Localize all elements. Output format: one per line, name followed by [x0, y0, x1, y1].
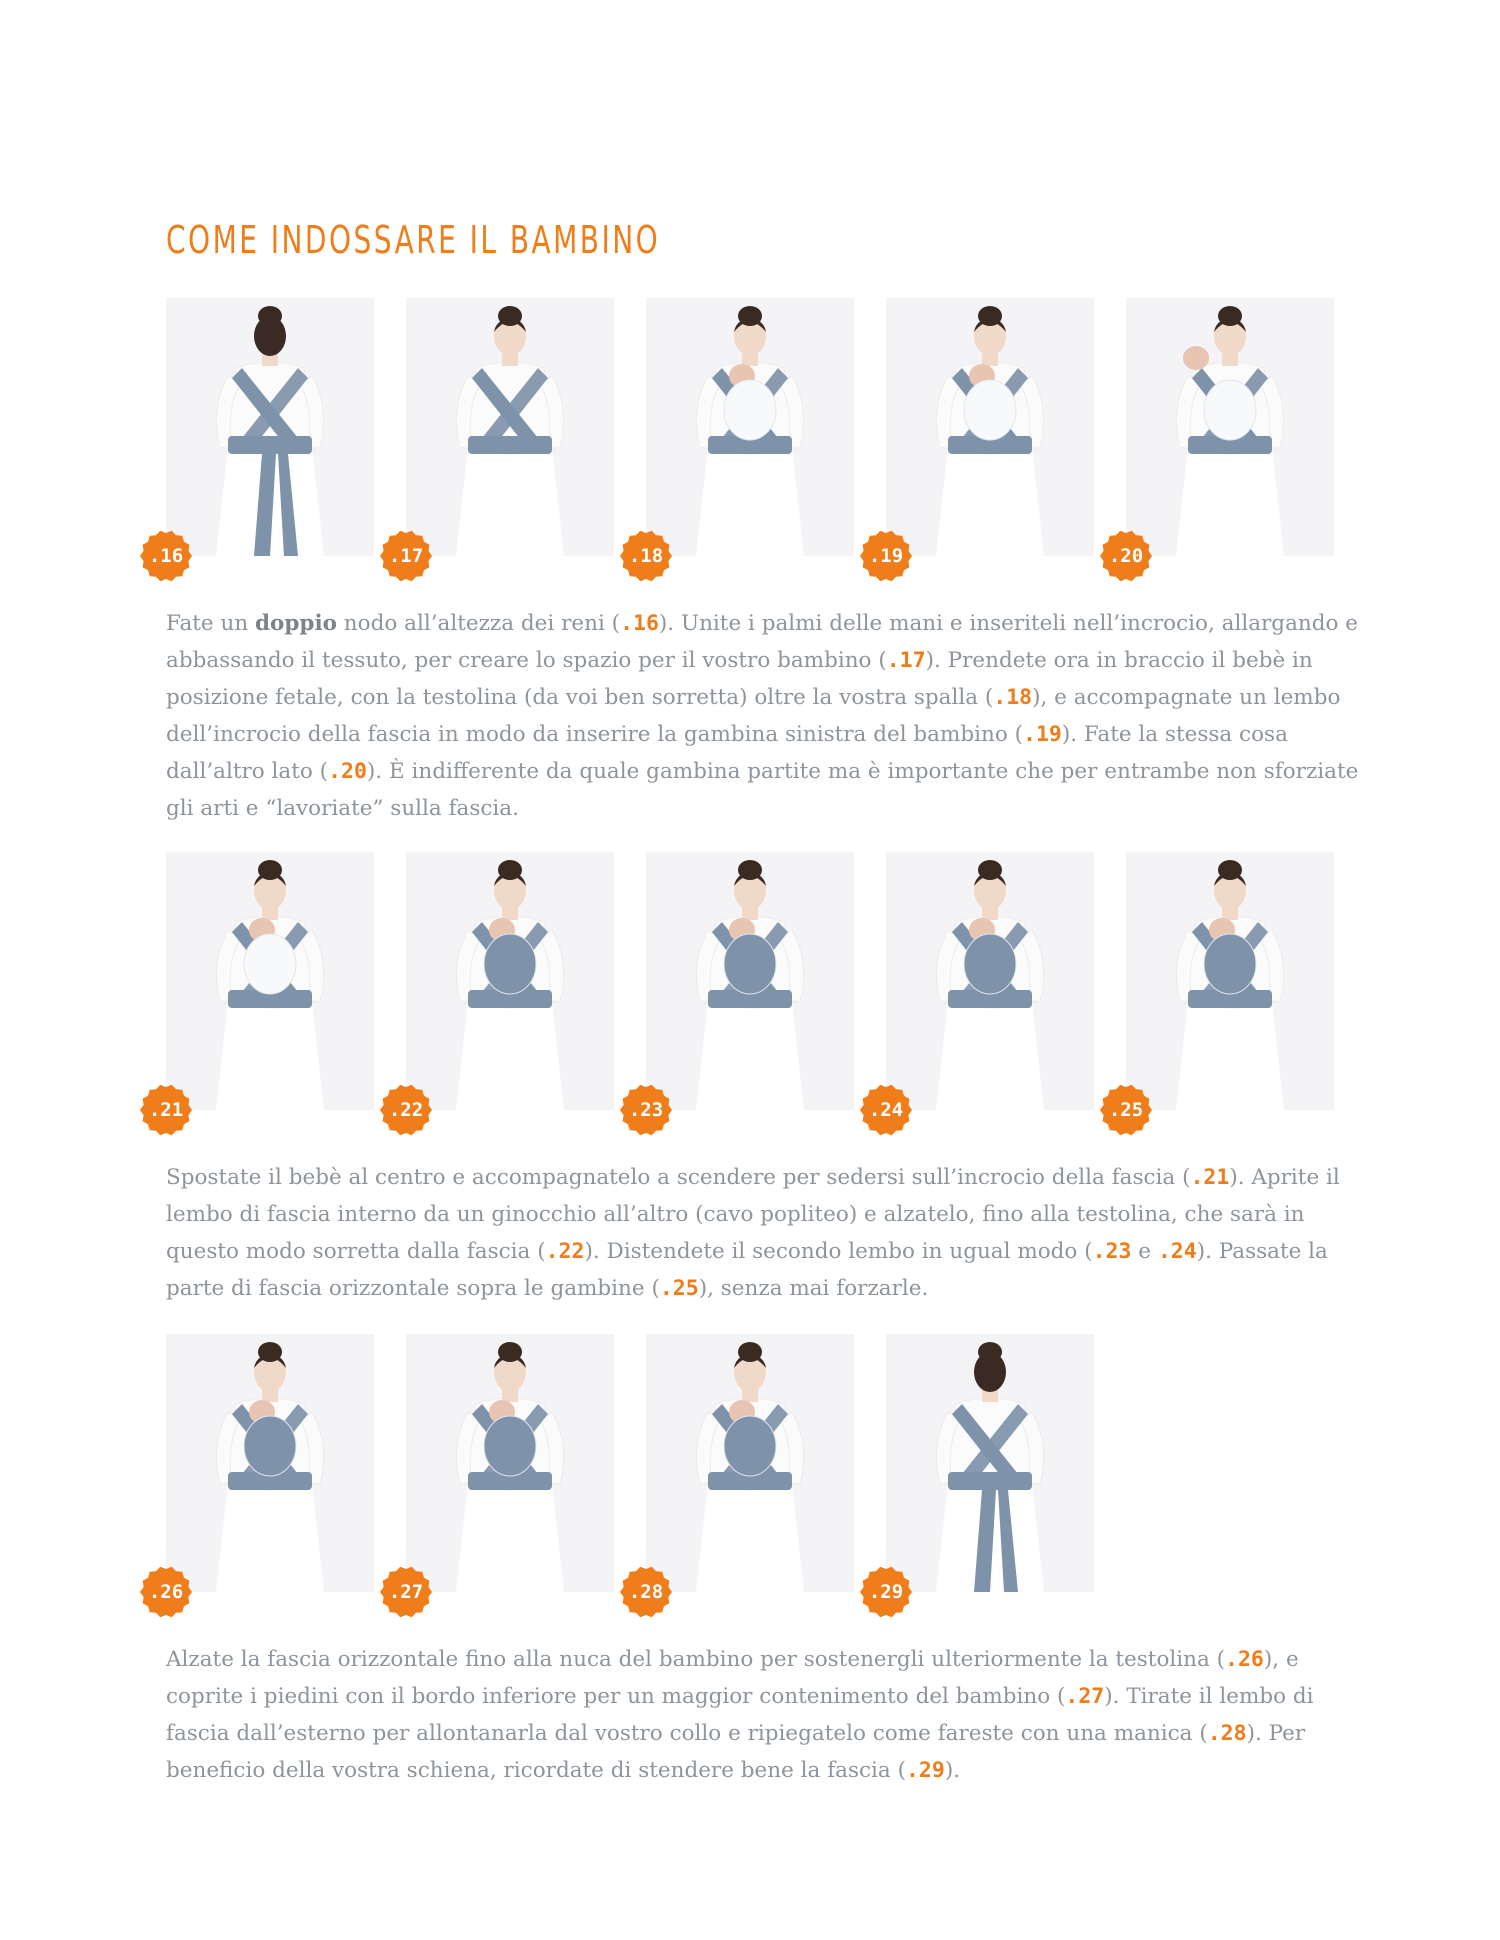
step-number-label: .22: [388, 1099, 424, 1121]
step-photo: [886, 852, 1094, 1110]
step-photo: [1126, 298, 1334, 556]
step-photo: [406, 852, 614, 1110]
paragraph-text: ). Aprite il lembo di fascia interno da un ginocchio all’altro (cavo popliteo) e alzatelo, fino alla testolina, che sarà in questo modo sorretta dalla fascia (: [166, 1165, 1340, 1264]
step-number-label: .16: [148, 545, 184, 567]
step-number-label: .25: [1108, 1099, 1144, 1121]
step-number-label: .20: [1108, 545, 1144, 567]
step-photo: [406, 298, 614, 556]
step-number-badge: [140, 1566, 192, 1618]
step-photo: [166, 852, 374, 1110]
paragraph-text: e: [1131, 1239, 1158, 1264]
paragraph-text: ).: [944, 1758, 961, 1783]
step-reference: .22: [545, 1239, 585, 1264]
bold-text: doppio: [255, 611, 337, 636]
step-number-label: .18: [628, 545, 664, 567]
step-number-badge: [1100, 530, 1152, 582]
step-reference: .18: [993, 685, 1033, 710]
step-photo: [886, 1334, 1094, 1592]
step-reference: .16: [620, 611, 659, 636]
paragraph-text: Alzate la fascia orizzontale fino alla nuca del bambino per sostenergli ulteriormente la testolina (: [166, 1647, 1226, 1672]
step-reference: .20: [328, 759, 367, 784]
step-reference: .29: [905, 1758, 945, 1783]
step-number-badge: [140, 1084, 192, 1136]
paragraph-text: ). Prendete ora in braccio il bebè in posizione fetale, con la testolina (da voi ben sorretta) oltre la vostra spalla (: [166, 648, 1313, 710]
step-number-badge: [860, 530, 912, 582]
paragraph-text: ). Fate la stessa cosa dall’altro lato (: [166, 722, 1288, 784]
step-photo: [646, 852, 854, 1110]
paragraph-text: ). È indifferente da quale gambina partite ma è importante che per entrambe non sforziate gli arti e “lavoriate” sulla fascia.: [166, 759, 1359, 821]
step-photo: [166, 298, 374, 556]
step-photo: [646, 1334, 854, 1592]
step-photo: [1126, 852, 1334, 1110]
step-number-badge: [620, 1566, 672, 1618]
step-number-badge: [380, 1566, 432, 1618]
step-number-badge: [1100, 1084, 1152, 1136]
step-number-badge: [860, 1566, 912, 1618]
step-reference: .19: [1023, 722, 1062, 747]
step-number-label: .19: [868, 545, 904, 567]
step-reference: .27: [1065, 1684, 1105, 1709]
step-number-badge: [620, 1084, 672, 1136]
step-number-badge: [620, 530, 672, 582]
step-number-label: .23: [628, 1099, 664, 1121]
step-number-label: .21: [148, 1099, 184, 1121]
step-number-label: .26: [148, 1581, 184, 1603]
step-photo: [166, 1334, 374, 1592]
paragraph-text: Fate un: [166, 611, 256, 636]
step-number-label: .17: [388, 545, 424, 567]
paragraph-text: ), e accompagnate un lembo dell’incrocio della fascia in modo da inserire la gambina sinistra del bambino (: [166, 685, 1341, 747]
step-number-label: .28: [628, 1581, 664, 1603]
step-number-badge: [380, 1084, 432, 1136]
step-reference: .25: [659, 1276, 699, 1301]
step-number-label: .29: [868, 1581, 904, 1603]
page-title: COME INDOSSARE IL BAMBINO: [166, 218, 661, 262]
paragraph-text: ), e coprite i piedini con il bordo inferiore per un maggior contenimento del bambino (: [166, 1647, 1299, 1709]
step-reference: .21: [1190, 1165, 1230, 1190]
step-reference: .28: [1207, 1721, 1247, 1746]
step-number-badge: [140, 530, 192, 582]
paragraph-text: ), senza mai forzarle.: [698, 1276, 929, 1301]
step-reference: .24: [1157, 1239, 1197, 1264]
paragraph-text: ). Unite i palmi delle mani e inseriteli nell’incrocio, allargando e abbassando il tessuto, per creare lo spazio per il vostro bambino (: [166, 611, 1359, 673]
paragraph-text: ). Distendete il secondo lembo in ugual modo (: [584, 1239, 1093, 1264]
instructions-paragraph-1: [166, 605, 1366, 827]
step-number-badge: [380, 530, 432, 582]
paragraph-text: ). Per beneficio della vostra schiena, ricordate di stendere bene la fascia (: [166, 1721, 1306, 1783]
paragraph-text: Spostate il bebè al centro e accompagnatelo a scendere per sedersi sull’incrocio della fascia (: [166, 1165, 1191, 1190]
paragraph-text: ). Passate la parte di fascia orizzontale sopra le gambine (: [166, 1239, 1328, 1301]
step-photo: [886, 298, 1094, 556]
paragraph-text: ). Tirate il lembo di fascia dall’esterno per allontanarla dal vostro collo e ripiegatelo come fareste con una manica (: [166, 1684, 1314, 1746]
step-number-label: .27: [388, 1581, 424, 1603]
step-number-badge: [860, 1084, 912, 1136]
step-reference: .23: [1092, 1239, 1132, 1264]
step-number-label: .24: [868, 1099, 904, 1121]
paragraph-text: nodo all’altezza dei reni (: [336, 611, 621, 636]
step-photo: [406, 1334, 614, 1592]
step-reference: .26: [1225, 1647, 1264, 1672]
instructions-paragraph-2: [166, 1159, 1366, 1307]
step-photo: [646, 298, 854, 556]
instructions-paragraph-3: [166, 1641, 1366, 1789]
step-reference: .17: [886, 648, 926, 673]
